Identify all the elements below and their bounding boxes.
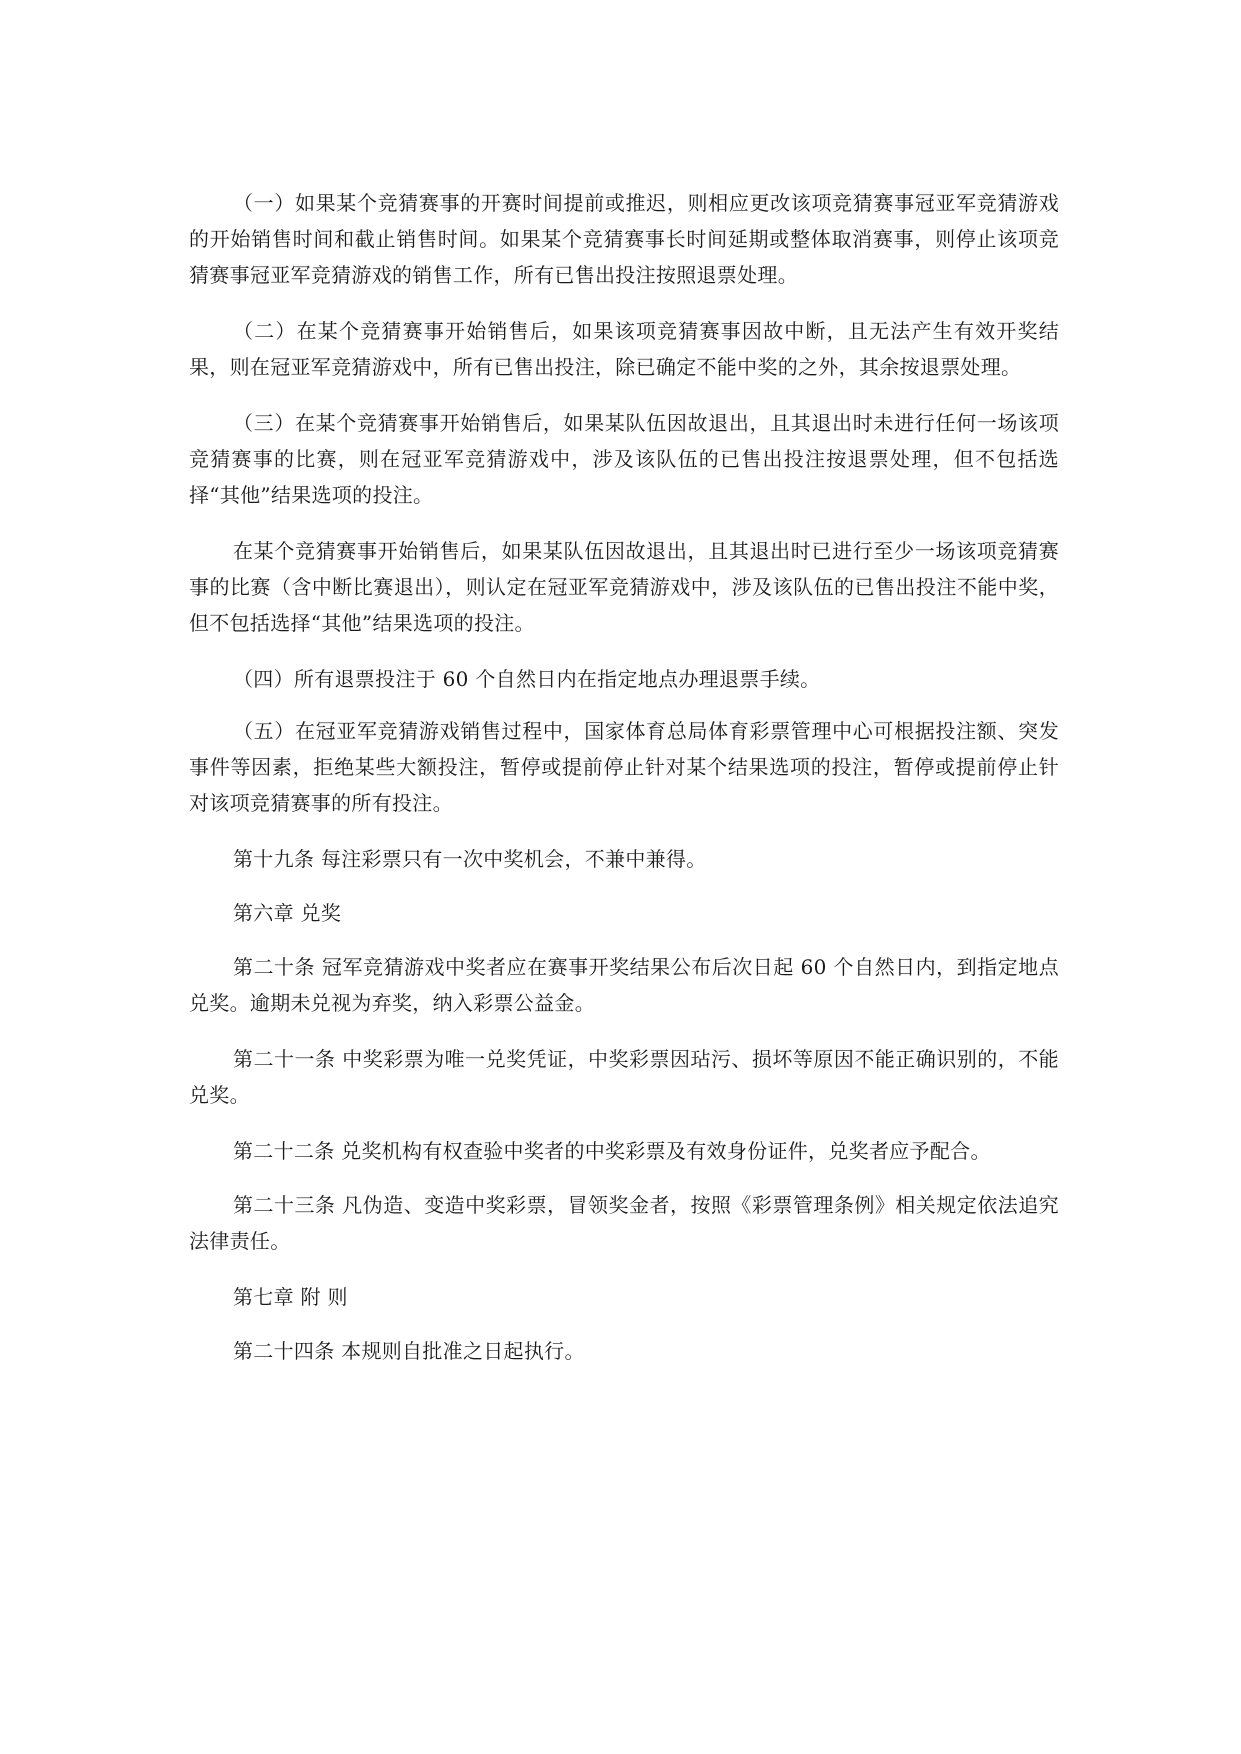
- paragraph-6: （五）在冠亚军竞猜游戏销售过程中，国家体育总局体育彩票管理中心可根据投注额、突发事件等因素，拒绝某些大额投注，暂停或提前停止针对某个结果选项的投注，暂停或提前停止针对该项竞猜赛事的所有投注。: [189, 719, 1059, 815]
- article-24: 第二十四条 本规则自批准之日起执行。: [233, 1339, 585, 1363]
- chapter-7-heading: 第七章 附 则: [233, 1285, 348, 1309]
- paragraph-3: （三）在某个竞猜赛事开始销售后，如果某队伍因故退出，且其退出时未进行任何一场该项竞猜赛事的比赛，则在冠亚军竞猜游戏中，涉及该队伍的已售出投注按退票处理，但不包括选择“其他”结果选项的投注。: [189, 411, 1059, 507]
- paragraph-4: 在某个竞猜赛事开始销售后，如果某队伍因故退出，且其退出时已进行至少一场该项竞猜赛事的比赛（含中断比赛退出），则认定在冠亚军竞猜游戏中，涉及该队伍的已售出投注不能中奖，但不包括选择“其他”结果选项的投注。: [189, 539, 1059, 635]
- paragraph-2: （二）在某个竞猜赛事开始销售后，如果该项竞猜赛事因故中断，且无法产生有效开奖结果，则在冠亚军竞猜游戏中，所有已售出投注，除已确定不能中奖的之外，其余按退票处理。: [189, 319, 1059, 379]
- article-19: 第十九条 每注彩票只有一次中奖机会，不兼中兼得。: [233, 847, 707, 871]
- document-body: [189, 185, 1059, 1389]
- article-21: 第二十一条 中奖彩票为唯一兑奖凭证，中奖彩票因玷污、损坏等原因不能正确识别的，不能兑奖。: [189, 1047, 1059, 1107]
- article-20: 第二十条 冠军竞猜游戏中奖者应在赛事开奖结果公布后次日起 60 个自然日内，到指定地点兑奖。逾期未兑视为弃奖，纳入彩票公益金。: [189, 955, 1059, 1015]
- paragraph-5: （四）所有退票投注于 60 个自然日内在指定地点办理退票手续。: [233, 667, 821, 691]
- paragraph-1: （一）如果某个竞猜赛事的开赛时间提前或推迟，则相应更改该项竞猜赛事冠亚军竞猜游戏的开始销售时间和截止销售时间。如果某个竞猜赛事长时间延期或整体取消赛事，则停止该项竞猜赛事冠亚军竞猜游戏的销售工作，所有已售出投注按照退票处理。: [189, 191, 1059, 287]
- article-23: 第二十三条 凡伪造、变造中奖彩票，冒领奖金者，按照《彩票管理条例》相关规定依法追究法律责任。: [189, 1193, 1059, 1253]
- article-22: 第二十二条 兑奖机构有权查验中奖者的中奖彩票及有效身份证件，兑奖者应予配合。: [233, 1139, 991, 1163]
- chapter-6-heading: 第六章 兑奖: [233, 901, 342, 925]
